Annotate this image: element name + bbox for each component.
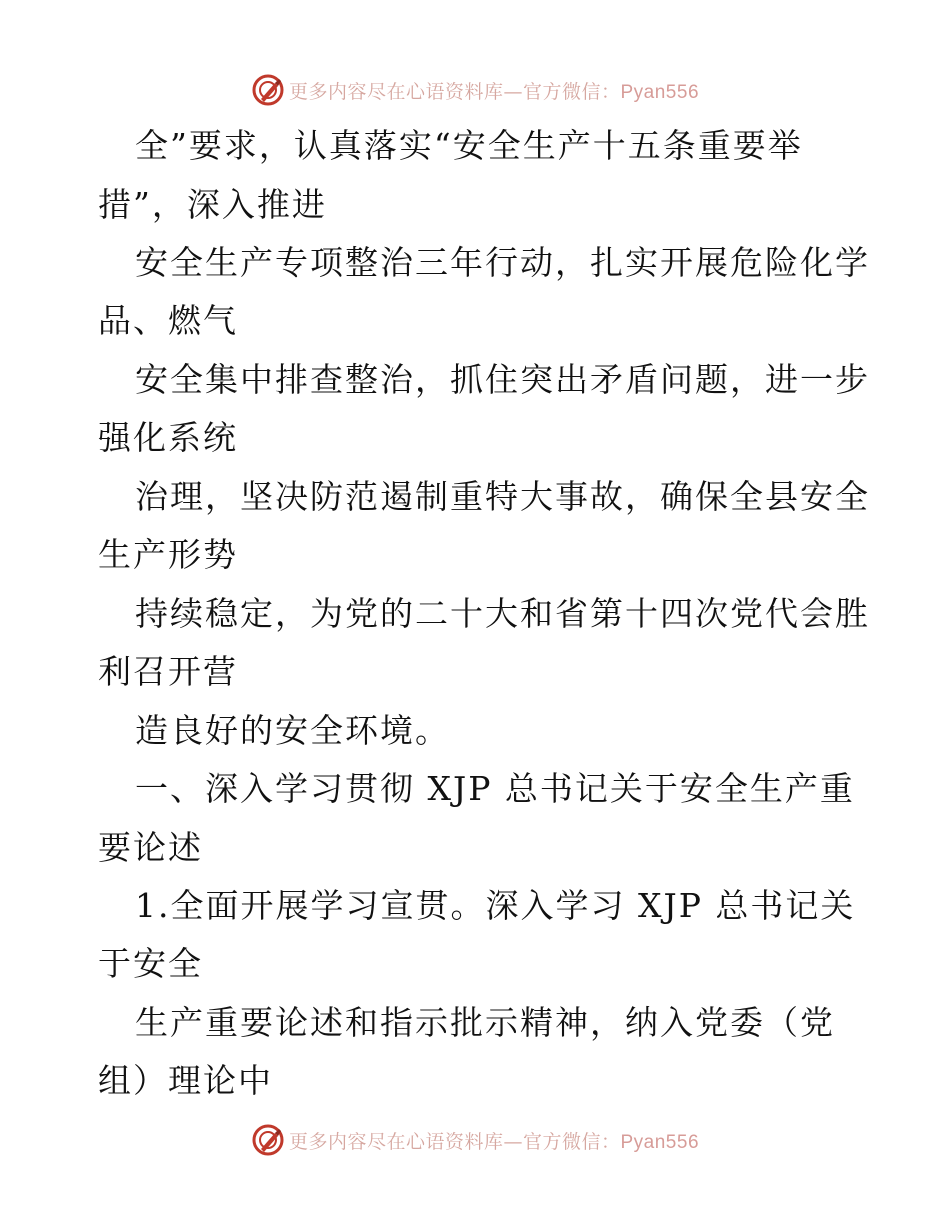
body-line: 全”要求，认真落实“安全生产十五条重要举 bbox=[135, 126, 803, 165]
body-line: 安全生产专项整治三年行动，扎实开展危险化学 bbox=[135, 243, 870, 282]
watermark-prefix: 更多内容尽在心语资料库—官方微信： bbox=[288, 1130, 621, 1153]
watermark-text bbox=[289, 1127, 699, 1154]
body-line: 措”，深入推进 bbox=[98, 185, 327, 224]
watermark-handle: Pyan556 bbox=[620, 1131, 700, 1153]
watermark-group bbox=[251, 1123, 699, 1157]
body-line: 1.全面开展学习宣贯。深入学习 XJP 总书记关 bbox=[135, 886, 856, 925]
section-heading: 一、深入学习贯彻 XJP 总书记关于安全生产重 bbox=[135, 769, 855, 808]
body-line: 治理，坚决防范遏制重特大事故，确保全县安全 bbox=[135, 477, 870, 516]
body-line: 持续稳定，为党的二十大和省第十四次党代会胜 bbox=[135, 594, 870, 633]
body-line: 造良好的安全环境。 bbox=[135, 711, 450, 750]
section-heading-cont: 要论述 bbox=[98, 828, 203, 867]
watermark-banner-bottom bbox=[0, 1120, 950, 1160]
body-line: 生产重要论述和指示批示精神，纳入党委（党 bbox=[135, 1003, 835, 1042]
body-line: 于安全 bbox=[98, 944, 203, 983]
body-line: 利召开营 bbox=[98, 652, 238, 691]
watermark-handle: Pyan556 bbox=[620, 81, 700, 103]
body-line: 安全集中排查整治，抓住突出矛盾问题，进一步 bbox=[135, 360, 870, 399]
watermark-prefix: 更多内容尽在心语资料库—官方微信： bbox=[288, 80, 621, 103]
pen-logo-icon bbox=[251, 1123, 285, 1157]
body-line: 品、燃气 bbox=[98, 301, 238, 340]
body-line: 生产形势 bbox=[98, 535, 238, 574]
body-line: 组）理论中 bbox=[98, 1061, 273, 1100]
body-line: 强化系统 bbox=[98, 418, 238, 457]
